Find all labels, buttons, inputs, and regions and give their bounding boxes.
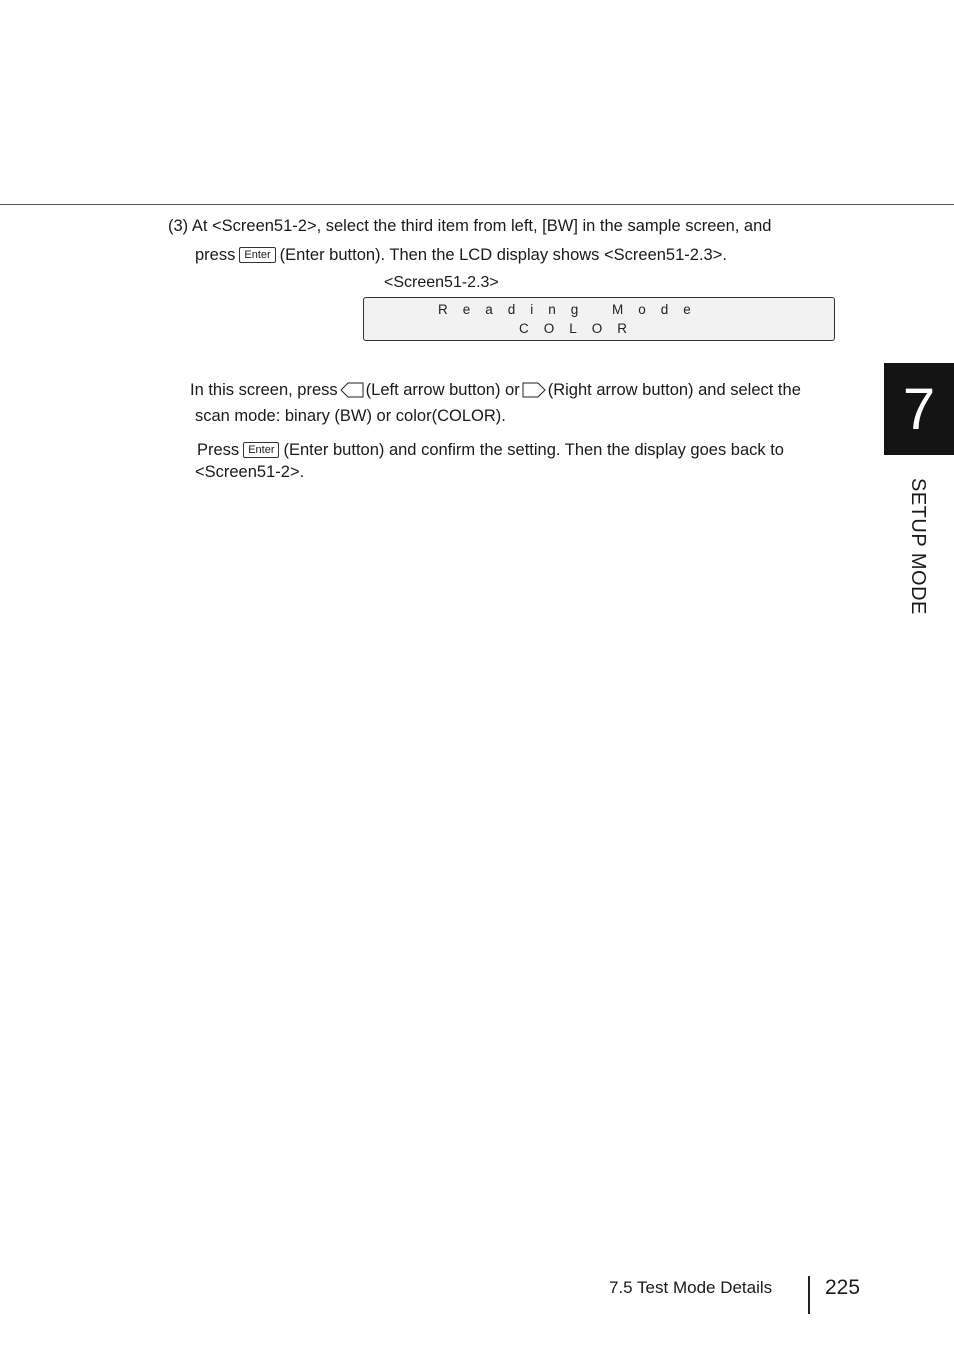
para2-line2: <Screen51-2>.	[195, 463, 305, 481]
chapter-tab: 7	[884, 363, 954, 455]
para2-line1	[197, 440, 784, 460]
para1-pre: In this screen, press	[190, 381, 338, 399]
left-arrow-icon	[340, 382, 364, 398]
page-number: 225	[825, 1276, 861, 1299]
footer-section-title: 7.5 Test Mode Details	[609, 1278, 773, 1297]
para2-pre: Press	[197, 441, 240, 459]
step3-line2	[195, 245, 727, 265]
para2-post: (Enter button) and confirm the setting. Then the display goes back to	[283, 441, 784, 459]
para1-post: (Right arrow button) and select the	[547, 381, 801, 399]
para1-line1	[190, 380, 801, 400]
step3-line1: (3) At <Screen51-2>, select the third item from left, [BW] in the sample screen, and	[168, 217, 772, 235]
right-arrow-icon	[522, 382, 546, 398]
footer-divider	[808, 1276, 810, 1314]
chapter-side-label: SETUP MODE	[907, 478, 929, 615]
para1-line2: scan mode: binary (BW) or color(COLOR).	[195, 407, 506, 425]
lcd-display	[363, 297, 835, 341]
screen-caption: <Screen51-2.3>	[384, 274, 499, 291]
enter-key-icon: Enter	[239, 247, 275, 263]
para1-mid: (Left arrow button) or	[365, 381, 520, 399]
step3-line2-rest: (Enter button). Then the LCD display shows <Screen51-2.3>.	[279, 246, 727, 264]
lcd-row-1: Reading Mode	[438, 302, 706, 317]
header-rule	[0, 204, 954, 205]
enter-key-icon: Enter	[243, 442, 279, 458]
lcd-row-2: COLOR	[519, 321, 643, 336]
step3-press-text: press	[195, 246, 236, 264]
